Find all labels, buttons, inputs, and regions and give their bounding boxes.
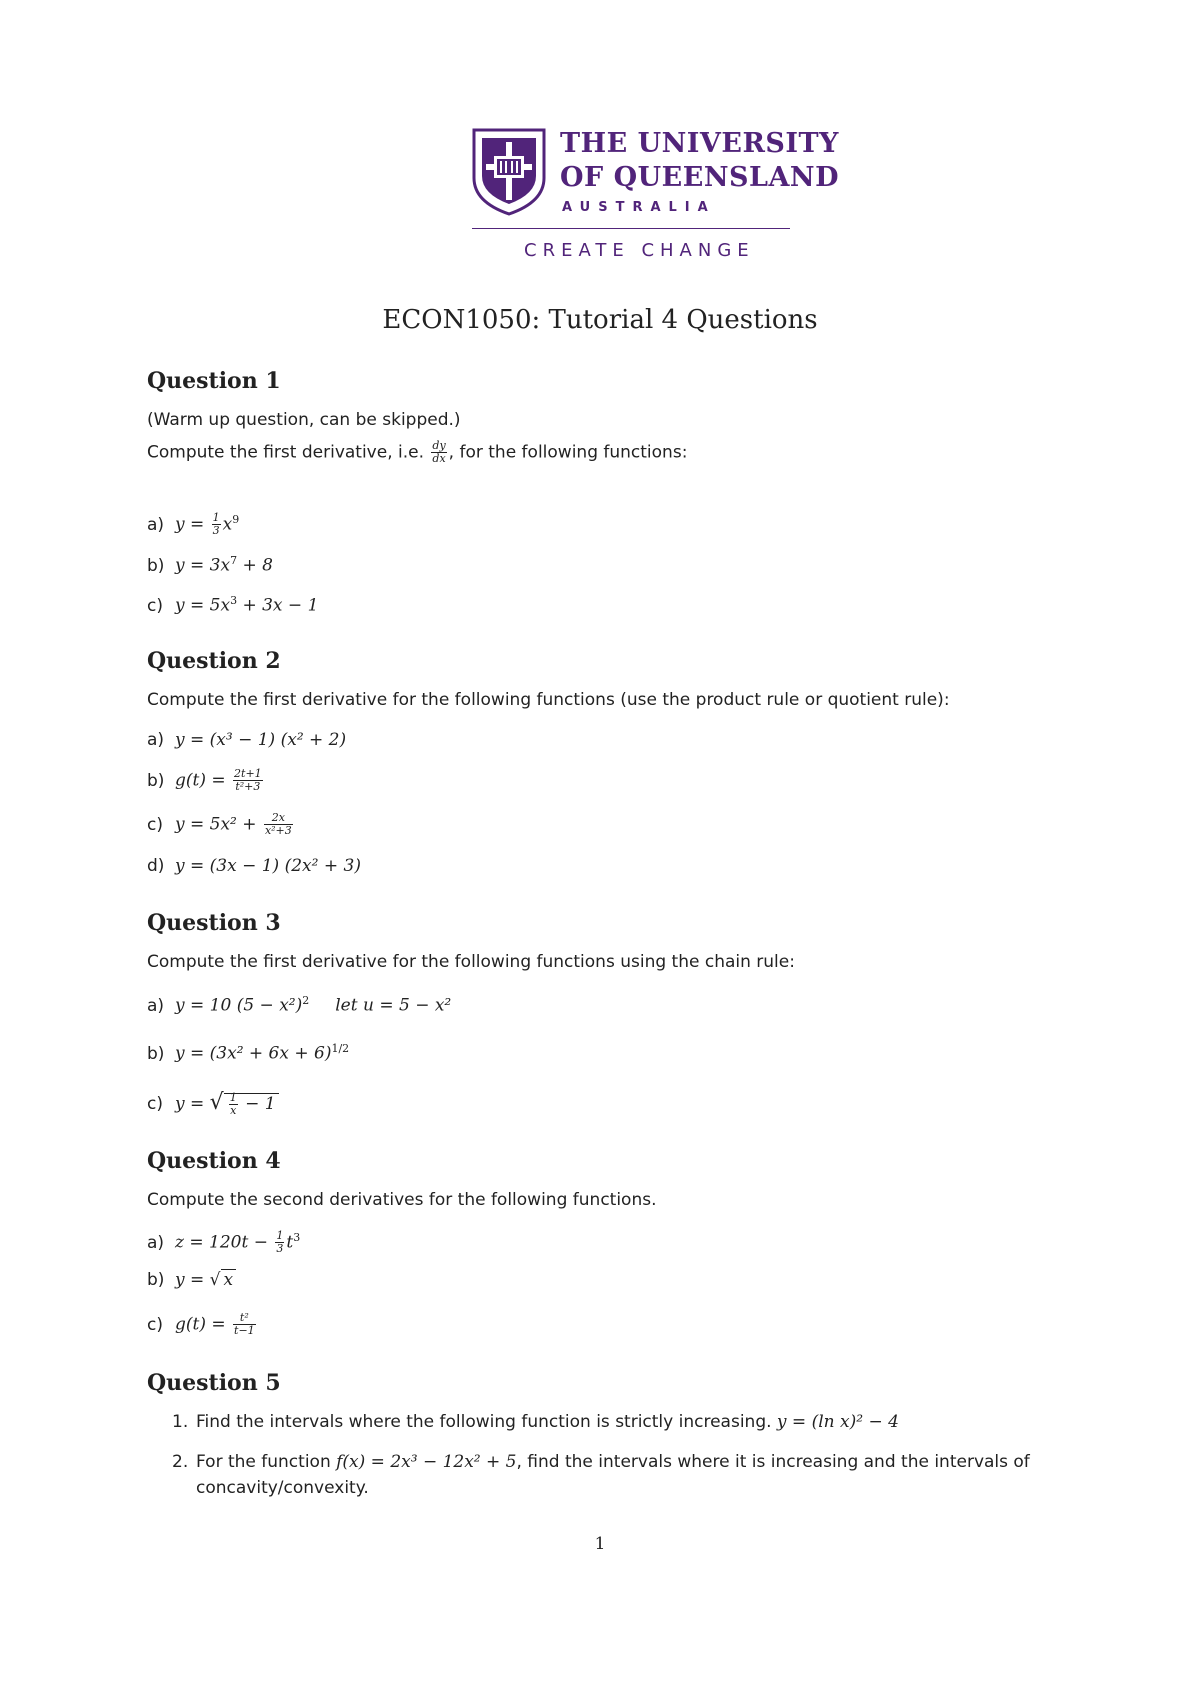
question-1-item-c: c) $y = 5x^3 + 3x - 1$ xyxy=(147,594,319,616)
question-2-item-d: d) y = (3x − 1) (2x² + 3) xyxy=(147,856,361,876)
question-1-item-a: a) y = $\frac{1}{3}$ $x^9$ xyxy=(147,511,240,537)
question-1-heading: Question 1 xyxy=(147,368,281,394)
question-3-intro: Compute the first derivative for the following functions using the chain rule: xyxy=(147,952,795,972)
question-4-item-b: b) y = √ x xyxy=(147,1270,236,1290)
document-title: ECON1050: Tutorial 4 Questions xyxy=(382,305,818,335)
question-3-item-b: b) $y = (3x^2 + 6x + 6)^{1/2}$ xyxy=(147,1042,350,1064)
question-4-intro: Compute the second derivatives for the following functions. xyxy=(147,1190,657,1210)
question-3-heading: Question 3 xyxy=(147,910,281,936)
university-logo xyxy=(472,126,840,266)
dy-dx-fraction: $\frac{dy}{dx}$ xyxy=(432,439,446,465)
question-4-item-c: c) g(t) = $\frac{\text{t²}}{t-1}$ xyxy=(147,1311,255,1337)
university-name-line1: THE UNIVERSITY xyxy=(560,128,839,159)
page-number: 1 xyxy=(594,1534,606,1554)
university-country: AUSTRALIA xyxy=(562,200,716,215)
question-5-heading: Question 5 xyxy=(147,1370,281,1396)
question-4-heading: Question 4 xyxy=(147,1148,281,1174)
question-3-item-a: a) y = 10 $(5 - x^2)^2$ let u = 5 − x² xyxy=(147,994,452,1016)
question-3-item-c: c) y = √ $\frac{1}{x}$ − 1 xyxy=(147,1090,279,1117)
question-1-intro xyxy=(147,440,687,465)
question-1-intro-text: Compute the first derivative, i.e. xyxy=(147,442,424,463)
question-2-item-a: a) y = (x³ − 1) (x² + 2) xyxy=(147,730,347,750)
question-1-intro-tail: , for the following functions: xyxy=(448,442,688,463)
substitution-hint: let u = 5 − x² xyxy=(335,995,452,1016)
logo-tagline: CREATE CHANGE xyxy=(524,240,755,261)
question-4-item-a: a) z = 120t − $\frac{1}{3}$ $t^3$ xyxy=(147,1229,301,1255)
question-2-item-c: c) y = 5x² + $\frac{2x}{\text{x²+3}}$ xyxy=(147,811,292,837)
document-page: THE UNIVERSITY OF QUEENSLAND AUSTRALIA CREATE CHANGE ECON1050: Tutorial 4 Questions Question 1 (Warm up question, can be skipped.) Compute the first derivative, i.e. $\frac{dy}{dx}$ , for the following functions: a) y = $\frac{1}{3}$ $x^9$ b) $y = 3x^7 + 8$ c) $y = 5x^3 + 3x - 1$ Question 2 Compute the first derivative for the following functions (use the product rule or quotient rule): a) y = (x³ − 1) (x² + 2) b) g(t) = $\frac{2t+1}{\text{t²+3}}$ c) y = 5x² + $\frac{2x}{\text{x²+3}}$ d) y = (3x − 1) (2x² + 3) Question 3 Compute the first derivative for the following functions using the chain rule: a) y = 10 $(5 - x^2)^2$ let u = 5 − x² b) $y = (3x^2 + 6x + 6)^{1/2}$ c) y = √ $\frac{1}{x}$ − 1 Question 4 Compute the second derivatives for the following functions. a) z = 120t − $\frac{1}{3}$ $t^3$ b) y = √ x c) g(t) = $\frac{\text{t²}}{t-1}$ Question 5 1. Find the intervals where the following function is strictly increasing. y = (ln x)² − 4 2. For the function f(x) = 2x³ − 12x² + 5, find the intervals where it is increasing and the intervals of concavity/convexity. 1 xyxy=(0,0,1200,1696)
logo-divider xyxy=(472,228,790,229)
radicand: $\frac{1}{x}$ − 1 xyxy=(224,1093,279,1114)
university-name-line2: OF QUEENSLAND xyxy=(560,162,840,193)
question-1-note: (Warm up question, can be skipped.) xyxy=(147,410,461,430)
question-2-heading: Question 2 xyxy=(147,648,281,674)
question-1-item-b: b) $y = 3x^7 + 8$ xyxy=(147,554,273,576)
university-crest-icon xyxy=(472,128,546,216)
question-2-item-b: b) g(t) = $\frac{2t+1}{\text{t²+3}}$ xyxy=(147,767,262,793)
sqrt-sign-icon: √ xyxy=(209,1090,224,1115)
question-2-intro: Compute the first derivative for the following functions (use the product rule or quotient rule): xyxy=(147,690,950,710)
